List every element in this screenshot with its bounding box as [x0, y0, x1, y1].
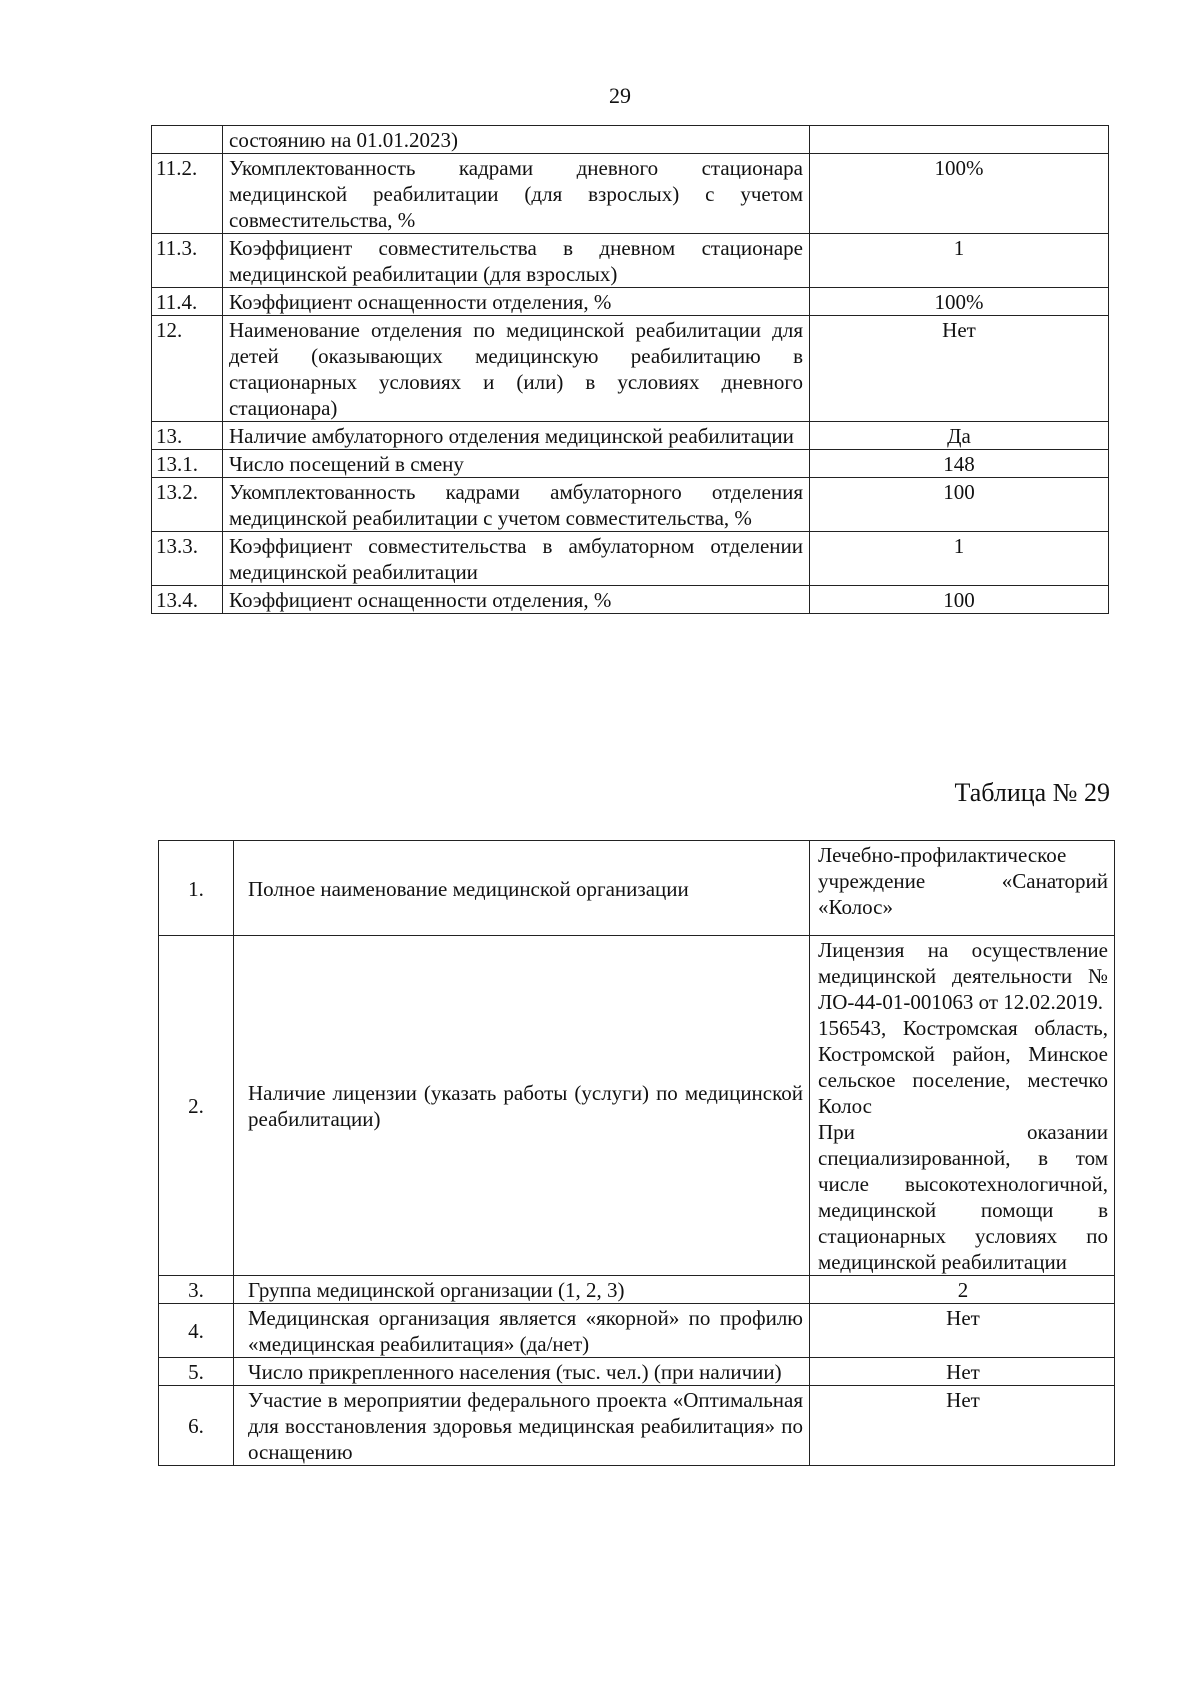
row-value: Да	[810, 422, 1109, 450]
row-label: Коэффициент совместительства в амбулаторном отделении медицинской реабилитации	[223, 532, 810, 586]
row-value: 100	[810, 478, 1109, 532]
row-value: 100%	[810, 288, 1109, 316]
table-row	[159, 1276, 1115, 1304]
row-number: 1.	[159, 841, 234, 936]
row-value: Нет	[810, 1358, 1115, 1386]
row-number: 6.	[159, 1386, 234, 1466]
table-row	[152, 532, 1109, 586]
row-value	[810, 936, 1115, 1276]
row-value: Лечебно-профилактическое учреждение «Санаторий «Колос»	[810, 841, 1115, 936]
row-number: 13.2.	[152, 478, 223, 532]
table-row	[152, 126, 1109, 154]
row-label: Наличие амбулаторного отделения медицинской реабилитации	[223, 422, 810, 450]
row-value: 100	[810, 586, 1109, 614]
row-label: Число прикрепленного населения (тыс. чел.) (при наличии)	[234, 1358, 810, 1386]
row-label: Укомплектованность кадрами амбулаторного отделения медицинской реабилитации с учетом совместительства, %	[223, 478, 810, 532]
row-value: Нет	[810, 316, 1109, 422]
row-value: Нет	[810, 1304, 1115, 1358]
row-number: 12.	[152, 316, 223, 422]
table-row	[152, 316, 1109, 422]
row-value: 1	[810, 532, 1109, 586]
table-row	[159, 1386, 1115, 1466]
row-label: Наличие лицензии (указать работы (услуги) по медицинской реабилитации)	[234, 936, 810, 1276]
row-label: Укомплектованность кадрами дневного стационара медицинской реабилитации (для взрослых) с учетом совместительства, %	[223, 154, 810, 234]
table-row	[152, 450, 1109, 478]
license-text: Лицензия на осуществление медицинской деятельности № ЛО-44-01-001063 от 12.02.2019.	[818, 938, 1108, 1014]
row-number: 11.3.	[152, 234, 223, 288]
row-value: 2	[810, 1276, 1115, 1304]
table-row	[152, 234, 1109, 288]
row-number: 13.3.	[152, 532, 223, 586]
row-number	[152, 126, 223, 154]
row-label: Медицинская организация является «якорной» по профилю «медицинская реабилитация» (да/нет)	[234, 1304, 810, 1358]
table-row	[152, 154, 1109, 234]
row-label: Группа медицинской организации (1, 2, 3)	[234, 1276, 810, 1304]
page-number: 29	[609, 83, 631, 108]
table-row	[159, 936, 1115, 1276]
row-value: Нет	[810, 1386, 1115, 1466]
address-text: 156543, Костромская область, Костромской район, Минское сельское поселение, местечко Колос	[818, 1016, 1108, 1118]
row-number: 13.1.	[152, 450, 223, 478]
indicators-table-continued	[151, 125, 1109, 614]
table-title: Таблица № 29	[954, 778, 1110, 807]
row-number: 4.	[159, 1304, 234, 1358]
row-label: состоянию на 01.01.2023)	[223, 126, 810, 154]
row-number: 11.2.	[152, 154, 223, 234]
table-row	[152, 478, 1109, 532]
row-number: 13.	[152, 422, 223, 450]
row-label: Полное наименование медицинской организации	[234, 841, 810, 936]
row-label: Число посещений в смену	[223, 450, 810, 478]
organization-table	[158, 840, 1115, 1466]
row-label: Участие в мероприятии федерального проекта «Оптимальная для восстановления здоровья медицинская реабилитация» по оснащению	[234, 1386, 810, 1466]
row-number: 11.4.	[152, 288, 223, 316]
services-text: При оказании специализированной, в том числе высокотехнологичной, медицинской помощи в стационарных условиях по медицинской реабилитации	[818, 1120, 1108, 1274]
table-row	[152, 422, 1109, 450]
table-row	[159, 1304, 1115, 1358]
row-label: Наименование отделения по медицинской реабилитации для детей (оказывающих медицинскую реабилитацию в стационарных условиях и (или) в условиях дневного стационара)	[223, 316, 810, 422]
row-number: 13.4.	[152, 586, 223, 614]
row-number: 2.	[159, 936, 234, 1276]
row-value: 1	[810, 234, 1109, 288]
row-number: 3.	[159, 1276, 234, 1304]
row-label: Коэффициент совместительства в дневном стационаре медицинской реабилитации (для взрослых)	[223, 234, 810, 288]
row-value	[810, 126, 1109, 154]
row-label: Коэффициент оснащенности отделения, %	[223, 586, 810, 614]
row-value: 100%	[810, 154, 1109, 234]
table-row	[159, 841, 1115, 936]
row-value: 148	[810, 450, 1109, 478]
table-row	[152, 586, 1109, 614]
row-label: Коэффициент оснащенности отделения, %	[223, 288, 810, 316]
table-row	[159, 1358, 1115, 1386]
row-number: 5.	[159, 1358, 234, 1386]
table-row	[152, 288, 1109, 316]
